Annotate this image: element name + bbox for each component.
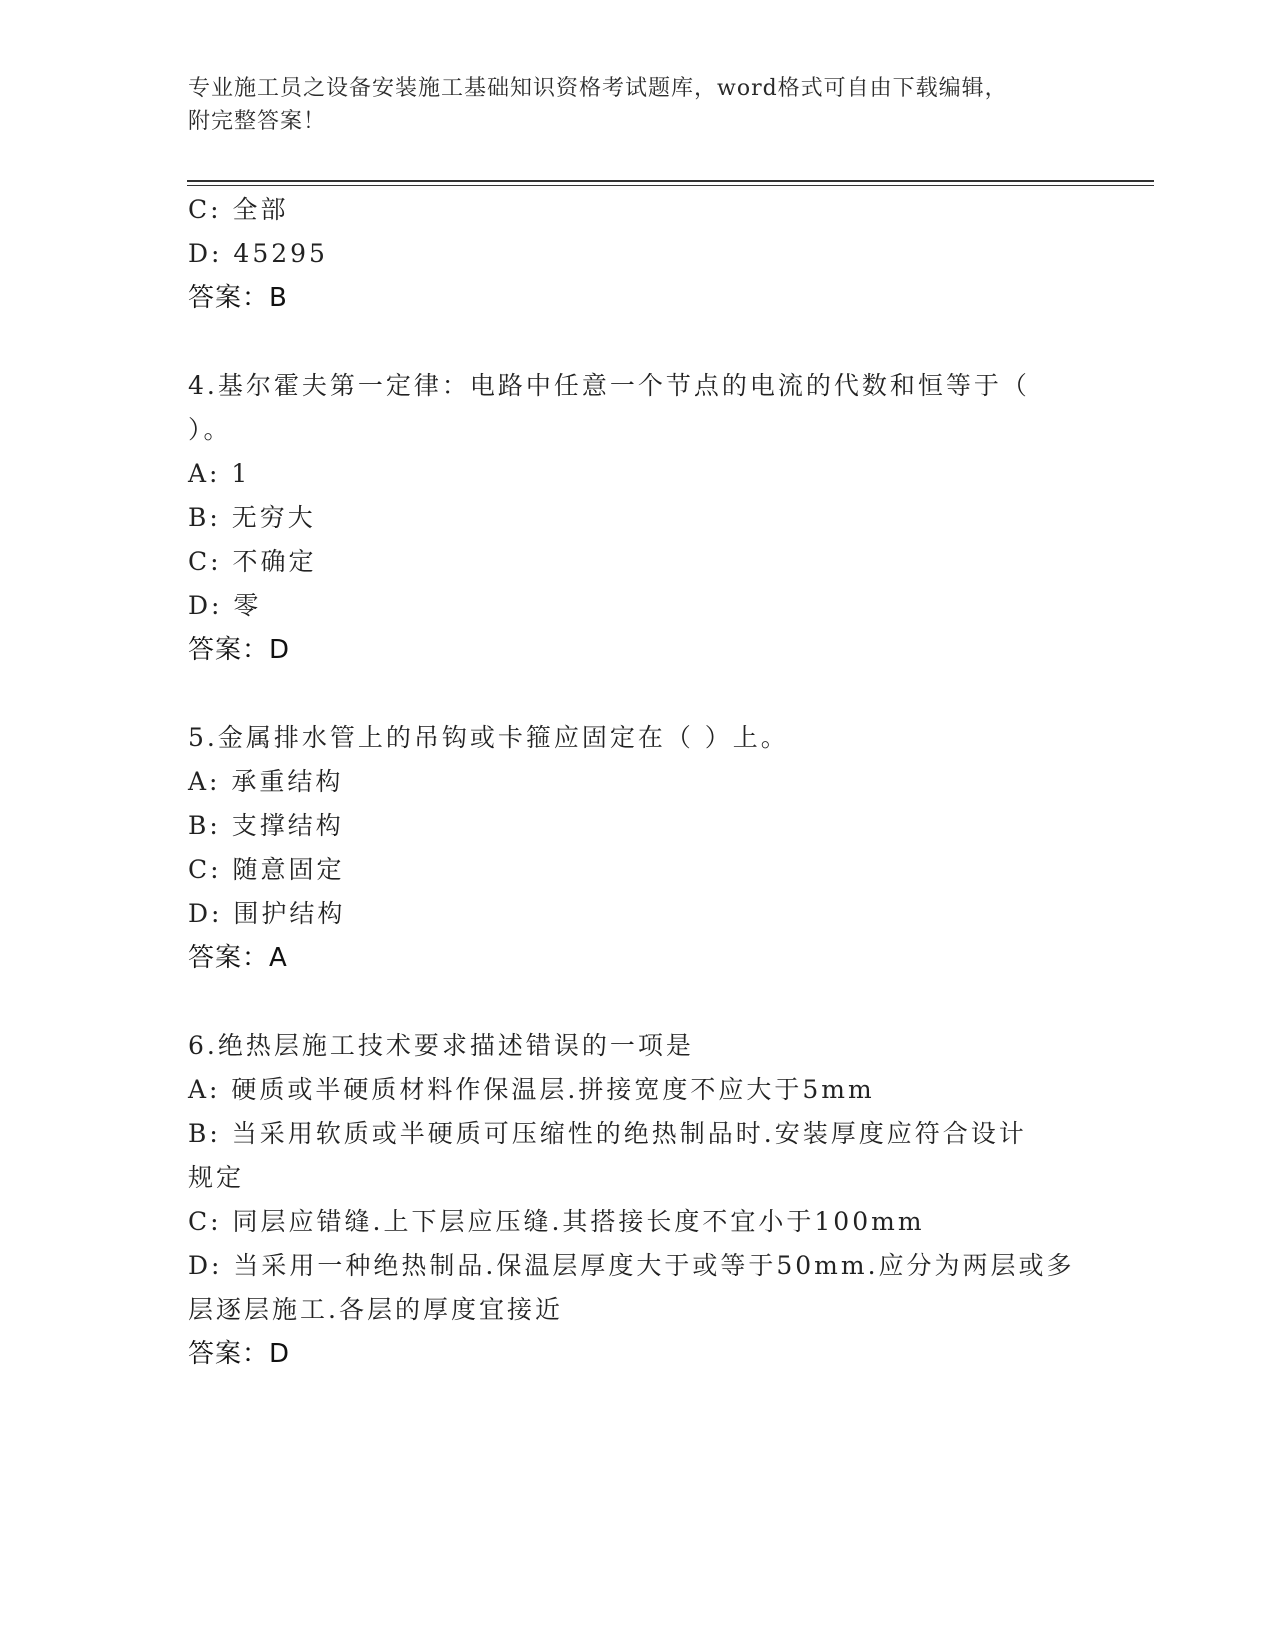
q4-option-d: D: 零 [188, 591, 262, 620]
q6-stem: 6.绝热层施工技术要求描述错误的一项是 [188, 1031, 694, 1060]
q4-stem-line-2: ）。 [188, 415, 232, 444]
q4-option-c: C: 不确定 [188, 547, 317, 576]
q6-option-d-line-1: D: 当采用一种绝热制品.保温层厚度大于或等于50mm.应分为两层或多 [188, 1251, 1075, 1280]
document-header [188, 72, 1088, 138]
q6-option-a: A: 硬质或半硬质材料作保温层.拼接宽度不应大于5mm [188, 1075, 875, 1104]
q6-option-b-line-2: 规定 [188, 1163, 245, 1192]
header-line-1: 专业施工员之设备安装施工基础知识资格考试题库，word格式可自由下载编辑， [188, 76, 1008, 101]
header-divider-thin [187, 185, 1154, 186]
q5-stem: 5.金属排水管上的吊钩或卡箍应固定在（ ）上。 [188, 723, 789, 752]
header-line-2: 附完整答案！ [188, 109, 327, 134]
q3-option-c: C: 全部 [188, 195, 289, 224]
q6-option-b-line-1: B: 当采用软质或半硬质可压缩性的绝热制品时.安装厚度应符合设计 [188, 1119, 1027, 1148]
q4-option-b: B: 无穷大 [188, 503, 316, 532]
header-divider-thick [187, 180, 1154, 182]
q6-option-d-line-2: 层逐层施工.各层的厚度宜接近 [188, 1295, 563, 1324]
q5-option-a: A: 承重结构 [188, 767, 344, 796]
q5-option-c: C: 随意固定 [188, 855, 345, 884]
q3-option-d: D: 45295 [188, 239, 328, 268]
q6-answer: 答案：D [188, 1339, 291, 1369]
q5-answer: 答案：A [188, 943, 288, 973]
q5-option-d: D: 围护结构 [188, 899, 346, 928]
q4-stem-line-1: 4.基尔霍夫第一定律：电路中任意一个节点的电流的代数和恒等于（ [188, 371, 1030, 400]
q4-answer: 答案：D [188, 635, 291, 665]
q5-option-b: B: 支撑结构 [188, 811, 344, 840]
q6-option-c: C: 同层应错缝.上下层应压缝.其搭接长度不宜小于100mm [188, 1207, 925, 1236]
q4-option-a: A: 1 [188, 459, 251, 488]
q3-answer: 答案：B [188, 283, 288, 313]
